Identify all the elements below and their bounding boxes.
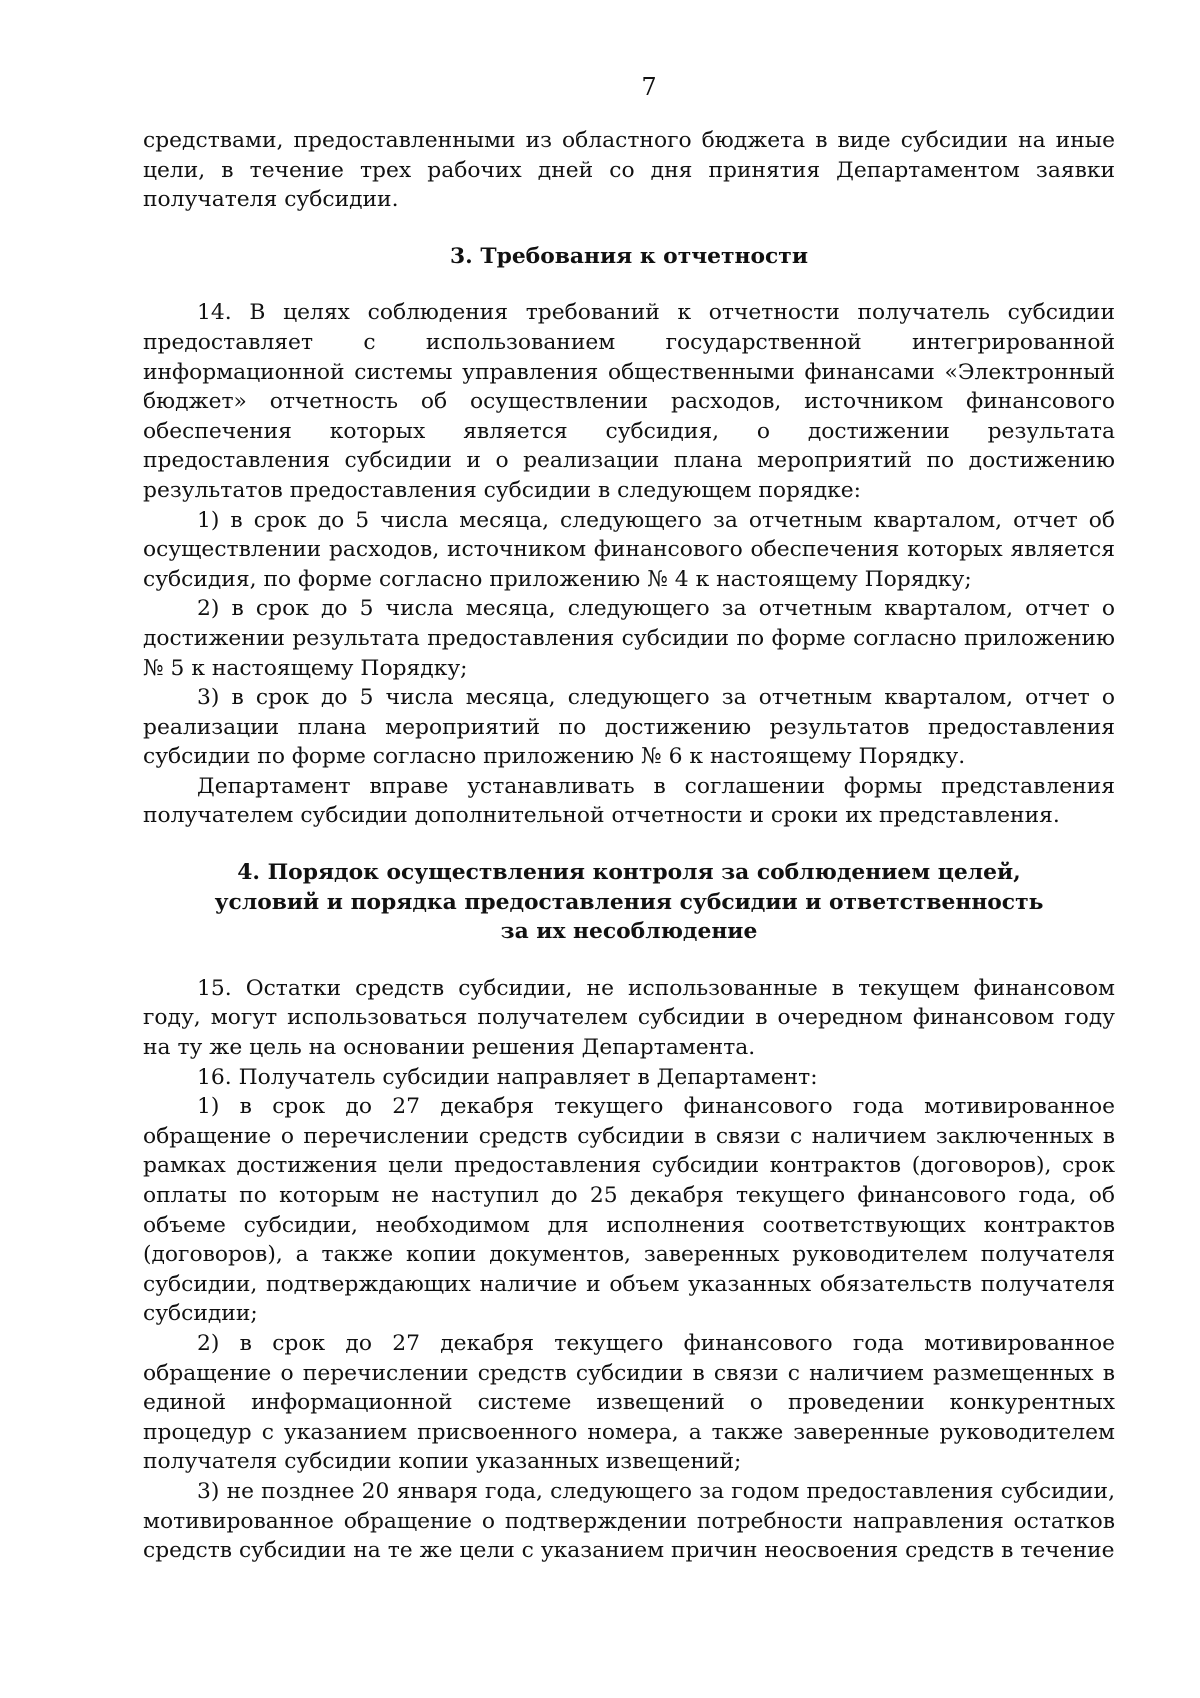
section-title-line: 4. Порядок осуществления контроля за соблюдением целей, [237, 860, 1021, 886]
section-title-line: за их несоблюдение [500, 919, 758, 945]
section-title-control [143, 858, 1115, 947]
section-title-line: условий и порядка предоставления субсидии и ответственность [214, 889, 1044, 915]
section-title-line: 3. Требования к отчетности [450, 243, 808, 269]
paragraph-14-item-3: 3) в срок до 5 числа месяца, следующего за отчетным кварталом, отчет о реализации плана мероприятий по достижению результатов предоставления субсидии по форме согласно приложению № 6 к настоящему Порядку. [143, 685, 1115, 770]
paragraph-14-item-2: 2) в срок до 5 числа месяца, следующего за отчетным кварталом, отчет о достижении результата предоставления субсидии по форме согласно приложению № 5 к настоящему Порядку; [143, 596, 1115, 681]
paragraph-14-item-1: 1) в срок до 5 числа месяца, следующего за отчетным кварталом, отчет об осуществлении расходов, источником финансового обеспечения которых является субсидия, по форме согласно приложению № 4 к настоящему Порядку; [143, 507, 1115, 592]
section-title-reporting [143, 242, 1115, 272]
document-page [143, 72, 1115, 1566]
paragraph-16: 16. Получатель субсидии направляет в Департамент: [197, 1064, 818, 1090]
paragraph-department-right: Департамент вправе устанавливать в соглашении формы представления получателем субсидии дополнительной отчетности и сроки их представления. [143, 773, 1115, 829]
paragraph-continuation: средствами, предоставленными из областного бюджета в виде субсидии на иные цели, в течение трех рабочих дней со дня принятия Департаментом заявки получателя субсидии. [143, 128, 1115, 213]
paragraph-15: 15. Остатки средств субсидии, не использованные в текущем финансовом году, могут использоваться получателем субсидии в очередном финансовом году на ту же цель на основании решения Департамента. [143, 975, 1115, 1061]
paragraph-16-item-3: 3) не позднее 20 января года, следующего за годом предоставления субсидии, мотивированное обращение о подтверждении потребности направления остатков средств субсидии на те же цели с указанием причин неосвоения средств в течение [143, 1478, 1115, 1564]
page-number: 7 [641, 73, 657, 101]
paragraph-16-item-1: 1) в срок до 27 декабря текущего финансового года мотивированное обращение о перечислении средств субсидии в связи с наличием заключенных в рамках достижения цели предоставления субсидии контрактов (договоров), срок оплаты по которым не наступил до 25 декабря текущего финансового года, об объеме субсидии, необходимом для исполнения соответствующих контрактов (договоров), а также копии документов, заверенных руководителем получателя субсидии, подтверждающих наличие и объем указанных обязательств получателя субсидии; [143, 1094, 1115, 1327]
paragraph-14: 14. В целях соблюдения требований к отчетности получатель субсидии предоставляет с использованием государственной интегрированной информационной системы управления общественными финансами «Электронный бюджет» отчетность об осуществлении расходов, источником финансового обеспечения которых является субсидия, о достижении результата предоставления субсидии и о реализации плана мероприятий по достижению результатов предоставления субсидии в следующем порядке: [143, 300, 1115, 503]
paragraph-16-item-2: 2) в срок до 27 декабря текущего финансового года мотивированное обращение о перечислении средств субсидии в связи с наличием размещенных в единой информационной системе извещений о проведении конкурентных процедур с указанием присвоенного номера, а также заверенные руководителем получателя субсидии копии указанных извещений; [143, 1330, 1115, 1475]
